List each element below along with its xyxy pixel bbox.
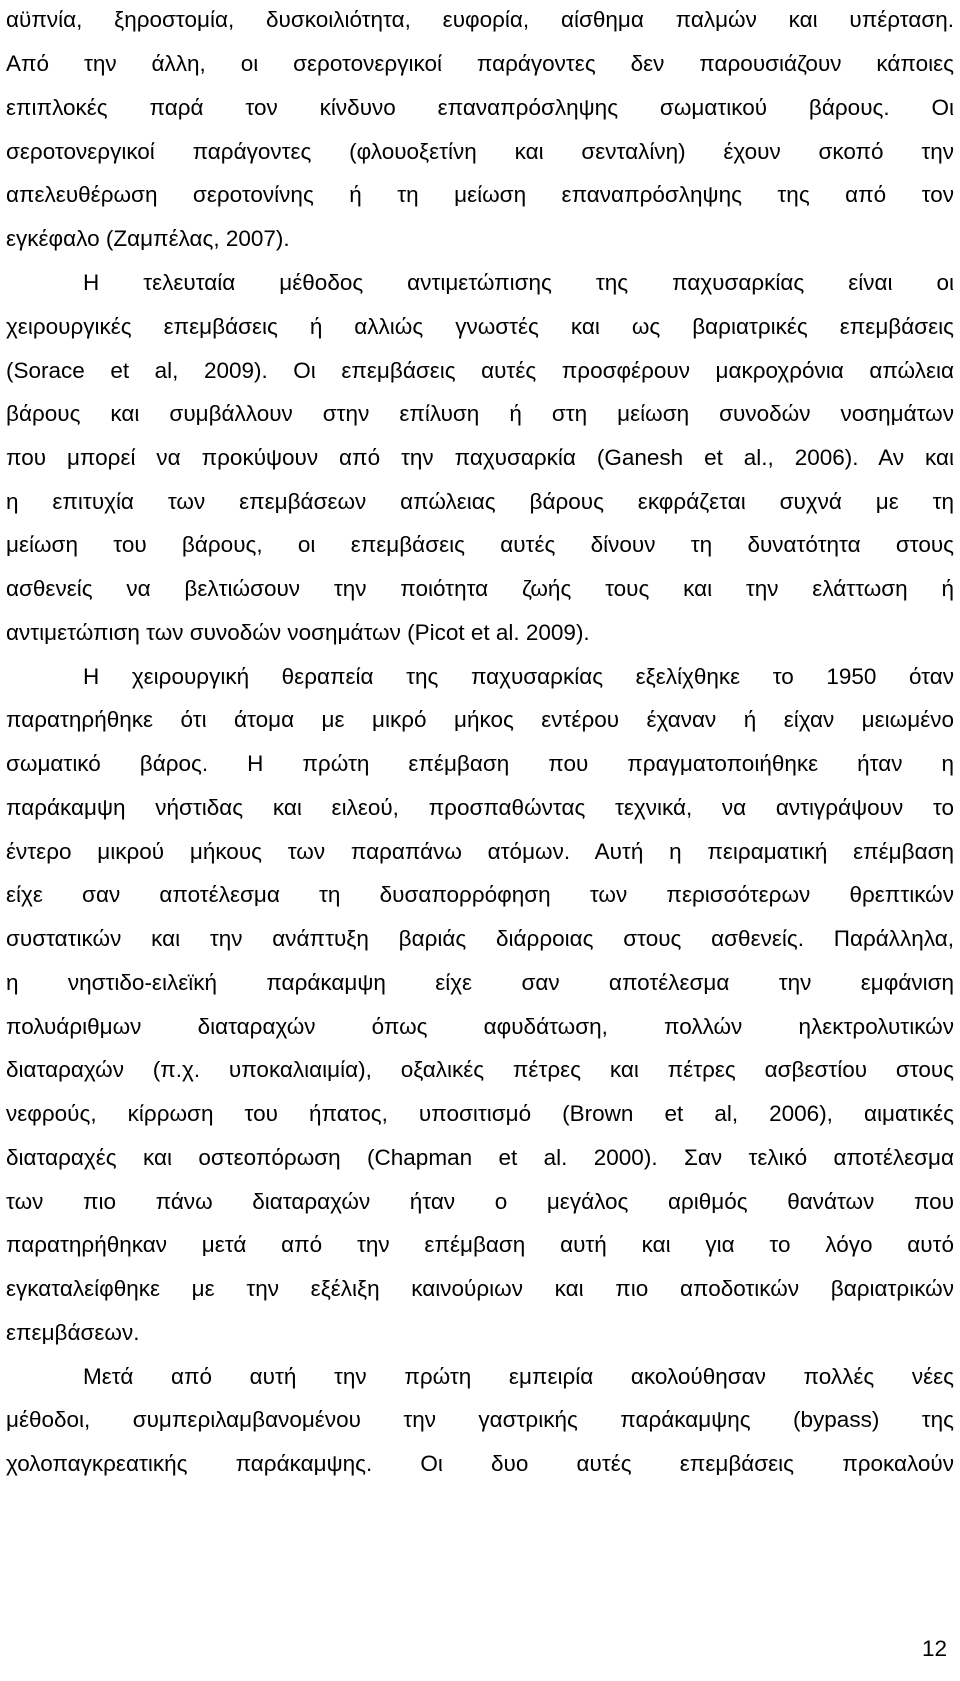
text-line: έντερο μικρού μήκους των παραπάνω ατόμων. Αυτή η πειραματική επέμβαση (6, 839, 954, 864)
text-line: νεφρούς, κίρρωση του ήπατος, υποσιτισμό (Brown et al, 2006), αιματικές (6, 1101, 954, 1126)
paragraph-first-line: Η χειρουργική θεραπεία της παχυσαρκίας εξελίχθηκε το 1950 όταν (83, 664, 954, 689)
text-line: παρατηρήθηκαν μετά από την επέμβαση αυτή και για το λόγο αυτό (6, 1232, 954, 1257)
text-line: σεροτονεργικοί παράγοντες (φλουοξετίνη και σενταλίνη) έχουν σκοπό την (6, 139, 954, 164)
text-line: των πιο πάνω διαταραχών ήταν ο μεγάλος αριθμός θανάτων που (6, 1189, 954, 1214)
text-line: σωματικό βάρος. Η πρώτη επέμβαση που πραγματοποιήθηκε ήταν η (6, 751, 954, 776)
text-line: χολοπαγκρεατικής παράκαμψης. Οι δυο αυτές επεμβάσεις προκαλούν (6, 1451, 954, 1476)
text-line: βάρους και συμβάλλουν στην επίλυση ή στη μείωση συνοδών νοσημάτων (6, 401, 954, 426)
text-line: εγκέφαλο (Ζαμπέλας, 2007). (6, 226, 290, 251)
text-line: η επιτυχία των επεμβάσεων απώλειας βάρους εκφράζεται συχνά με τη (6, 489, 954, 514)
text-line: παράκαμψη νήστιδας και ειλεού, προσπαθώντας τεχνικά, να αντιγράψουν το (6, 795, 954, 820)
text-line: επιπλοκές παρά τον κίνδυνο επαναπρόσληψης σωματικού βάρους. Οι (6, 95, 954, 120)
text-line: είχε σαν αποτέλεσμα τη δυσαπορρόφηση των περισσότερων θρεπτικών (6, 882, 954, 907)
text-line: πολυάριθμων διαταραχών όπως αφυδάτωση, πολλών ηλεκτρολυτικών (6, 1014, 954, 1039)
text-line: διαταραχών (π.χ. υποκαλιαιμία), οξαλικές πέτρες και πέτρες ασβεστίου στους (6, 1057, 954, 1082)
text-line: η νηστιδο-ειλεϊκή παράκαμψη είχε σαν αποτέλεσμα την εμφάνιση (6, 970, 954, 995)
text-line: Από την άλλη, οι σεροτονεργικοί παράγοντες δεν παρουσιάζουν κάποιες (6, 51, 954, 76)
text-line: χειρουργικές επεμβάσεις ή αλλιώς γνωστές και ως βαριατρικές επεμβάσεις (6, 314, 954, 339)
paragraph-first-line: Μετά από αυτή την πρώτη εμπειρία ακολούθησαν πολλές νέες (83, 1364, 954, 1389)
text-line: εγκαταλείφθηκε με την εξέλιξη καινούριων και πιο αποδοτικών βαριατρικών (6, 1276, 954, 1301)
text-line: (Sorace et al, 2009). Οι επεμβάσεις αυτές προσφέρουν μακροχρόνια απώλεια (6, 358, 954, 383)
text-line: απελευθέρωση σεροτονίνης ή τη μείωση επαναπρόσληψης της από τον (6, 182, 954, 207)
page-number: 12 (921, 1636, 947, 1661)
text-line: που μπορεί να προκύψουν από την παχυσαρκία (Ganesh et al., 2006). Αν και (6, 445, 954, 470)
text-line: αϋπνία, ξηροστομία, δυσκοιλιότητα, ευφορία, αίσθημα παλμών και υπέρταση. (6, 7, 954, 32)
text-line: παρατηρήθηκε ότι άτομα με μικρό μήκος εντέρου έχαναν ή είχαν μειωμένο (6, 707, 954, 732)
text-line: αντιμετώπιση των συνοδών νοσημάτων (Picot et al. 2009). (6, 620, 590, 645)
paragraph-first-line: Η τελευταία μέθοδος αντιμετώπισης της παχυσαρκίας είναι οι (83, 270, 954, 295)
text-line: διαταραχές και οστεοπόρωση (Chapman et al. 2000). Σαν τελικό αποτέλεσμα (6, 1145, 954, 1170)
text-line: επεμβάσεων. (6, 1320, 140, 1345)
text-line: μέθοδοι, συμπεριλαμβανομένου την γαστρικής παράκαμψης (bypass) της (6, 1407, 954, 1432)
text-line: ασθενείς να βελτιώσουν την ποιότητα ζωής τους και την ελάττωση ή (6, 576, 954, 601)
text-line: μείωση του βάρους, οι επεμβάσεις αυτές δίνουν τη δυνατότητα στους (6, 532, 954, 557)
text-line: συστατικών και την ανάπτυξη βαριάς διάρροιας στους ασθενείς. Παράλληλα, (6, 926, 954, 951)
